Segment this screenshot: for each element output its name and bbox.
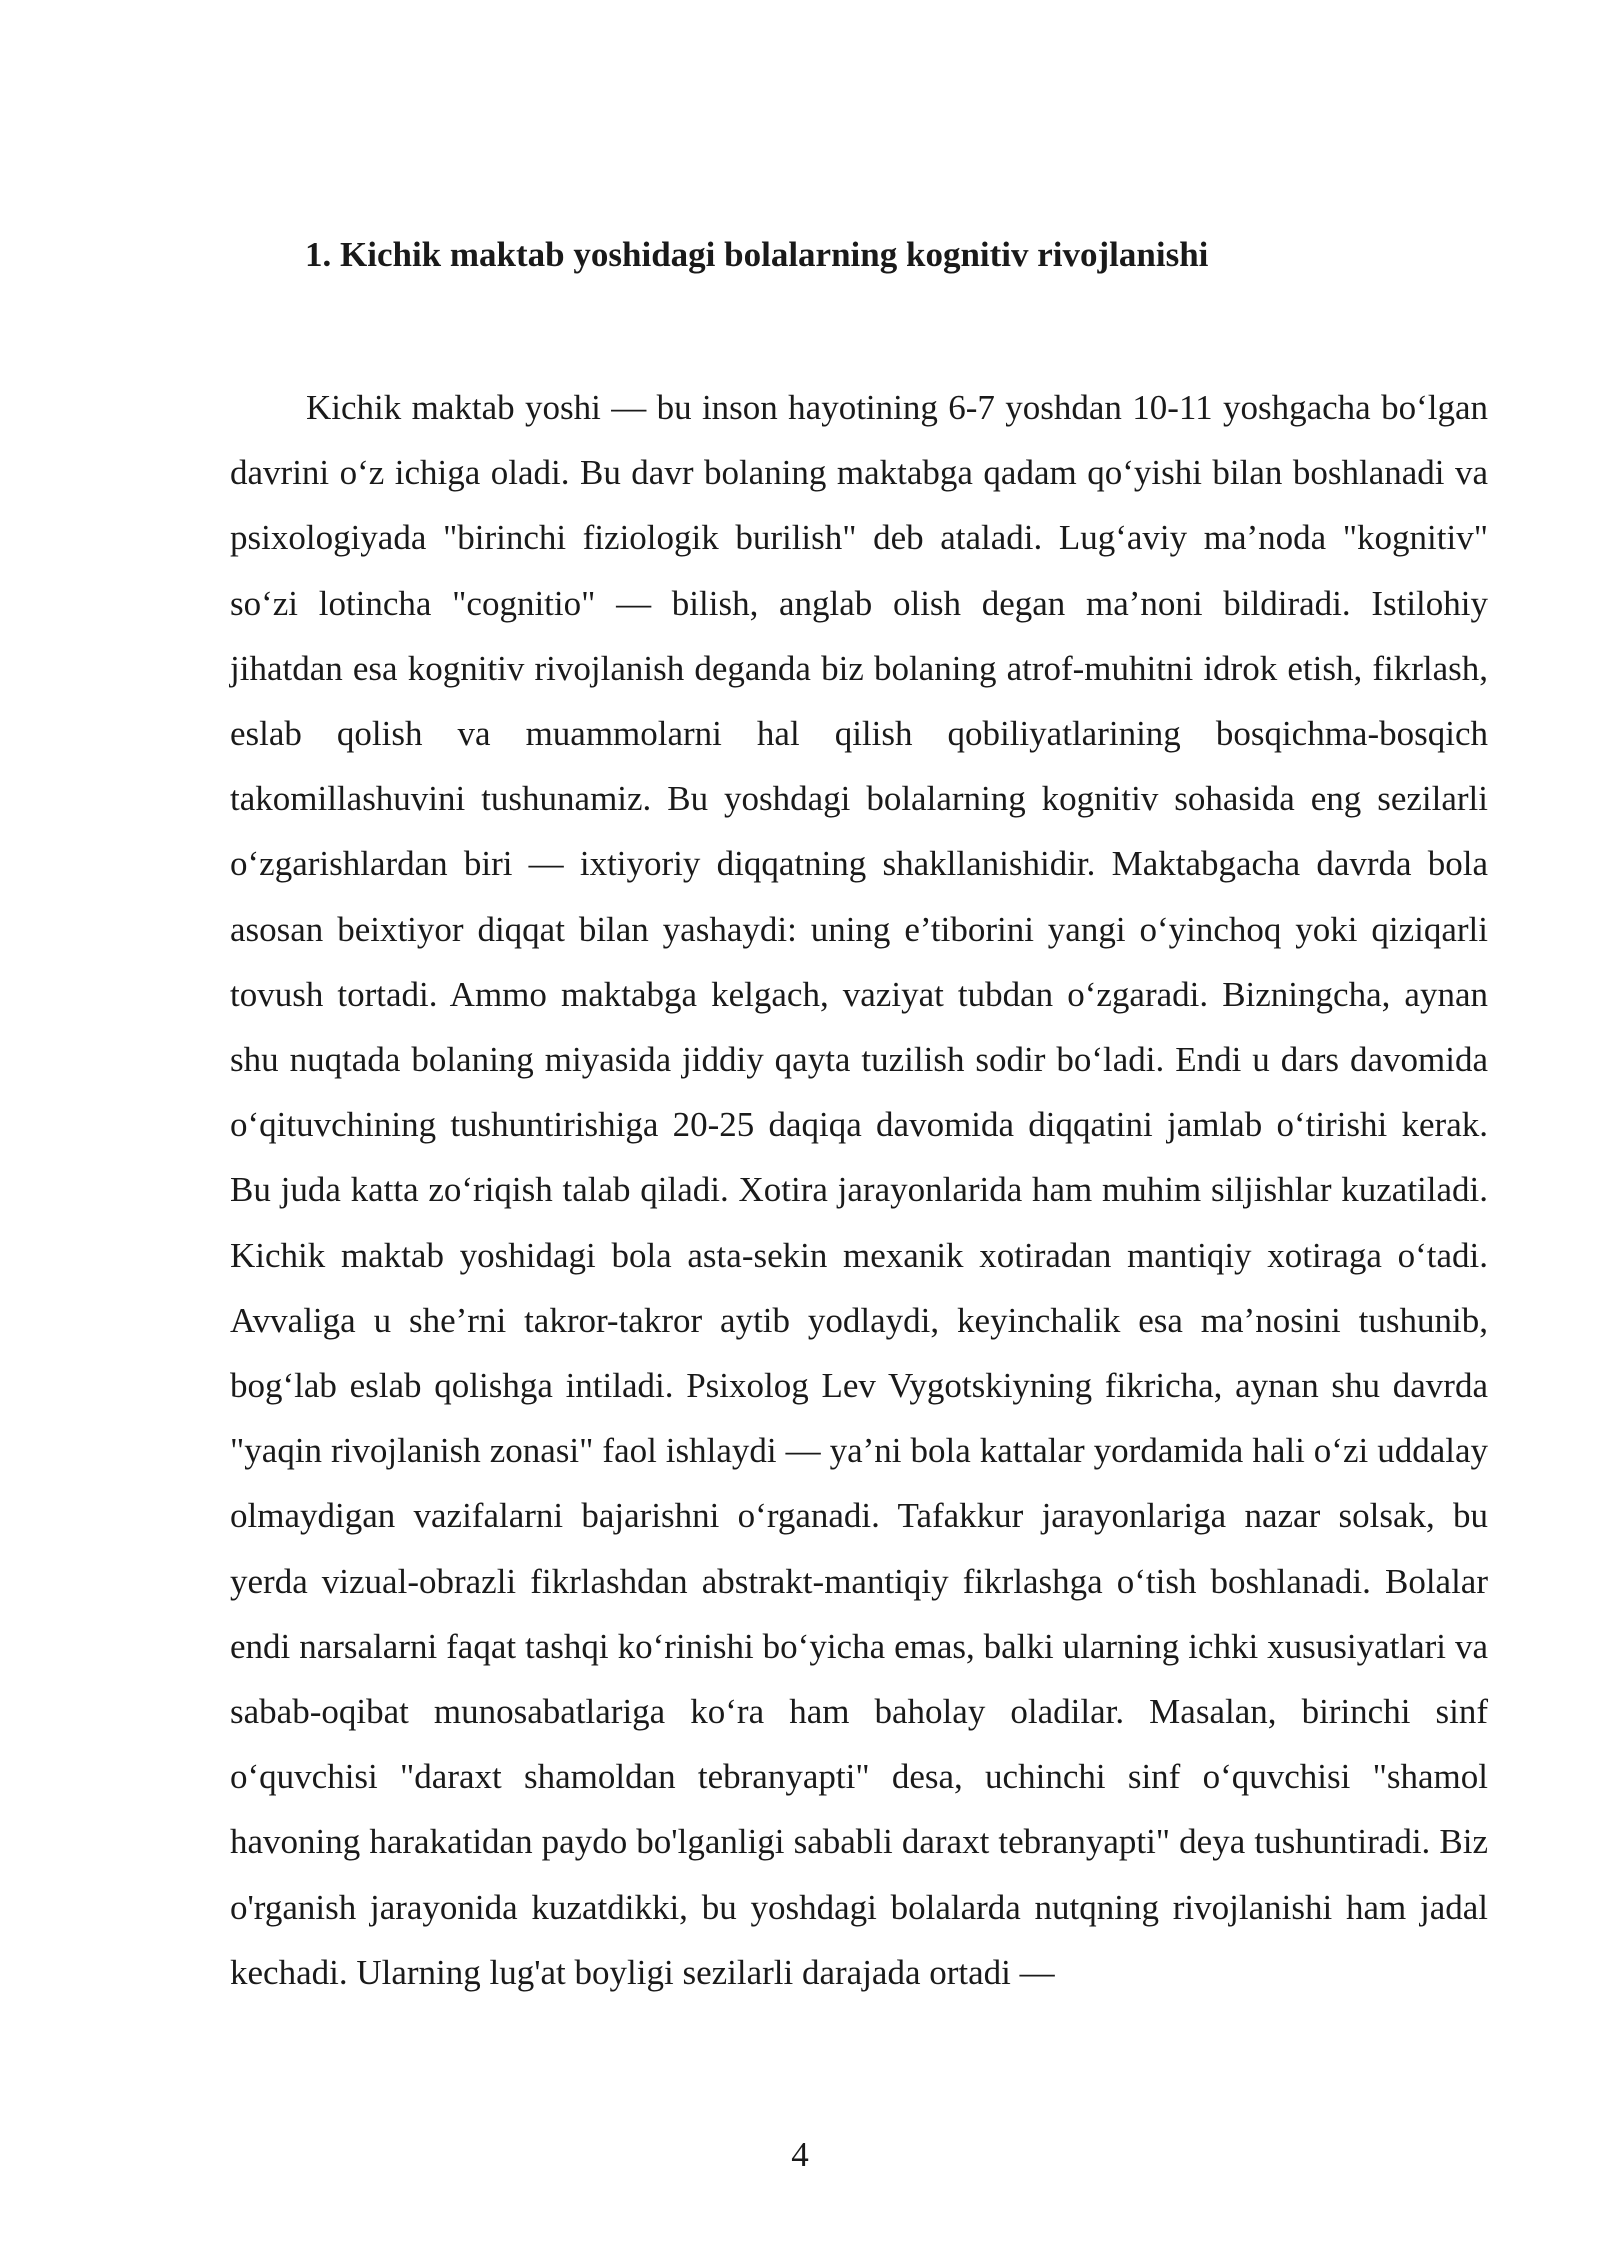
page-number: 4: [791, 2135, 809, 2174]
body-paragraph: Kichik maktab yoshi — bu inson hayotining 6-7 yoshdan 10-11 yoshgacha bo‘lgan davrini o‘z ichiga oladi. Bu davr bolaning maktabga qadam qo‘yishi bilan boshlanadi va psixologiyada "birinchi fiziologik burilish" deb ataladi. Lug‘aviy ma’noda "kognitiv" so‘zi lotincha "cognitio" — bilish, anglab olish degan ma’noni bildiradi. Istilohiy jihatdan esa kognitiv rivojlanish deganda biz bolaning atrof-muhitni idrok etish, fikrlash, eslab qolish va muammolarni hal qilish qobiliyatlarining bosqichma-bosqich takomillashuvini tushunamiz. Bu yoshdagi bolalarning kognitiv sohasida eng sezilarli o‘zgarishlardan biri — ixtiyoriy diqqatning shakllanishidir. Maktabgacha davrda bola asosan beixtiyor diqqat bilan yashaydi: uning e’tiborini yangi o‘yinchoq yoki qiziqarli tovush tortadi. Ammo maktabga kelgach, vaziyat tubdan o‘zgaradi. Bizningcha, aynan shu nuqtada bolaning miyasida jiddiy qayta tuzilish sodir bo‘ladi. Endi u dars davomida o‘qituvchining tushuntirishiga 20-25 daqiqa davomida diqqatini jamlab o‘tirishi kerak. Bu juda katta zo‘riqish talab qiladi. Xotira jarayonlarida ham muhim siljishlar kuzatiladi. Kichik maktab yoshidagi bola asta-sekin mexanik xotiradan mantiqiy xotiraga o‘tadi. Avvaliga u she’rni takror-takror aytib yodlaydi, keyinchalik esa ma’nosini tushunib, bog‘lab eslab qolishga intiladi. Psixolog Lev Vygotskiyning fikricha, aynan shu davrda "yaqin rivojlanish zonasi" faol ishlaydi — ya’ni bola kattalar yordamida hali o‘zi uddalay olmaydigan vazifalarni bajarishni o‘rganadi. Tafakkur jarayonlariga nazar solsak, bu yerda vizual-obrazli fikrlashdan abstrakt-mantiqiy fikrlashga o‘tish boshlanadi. Bolalar endi narsalarni faqat tashqi ko‘rinishi bo‘yicha emas, balki ularning ichki xususiyatlari va sabab-oqibat munosabatlariga ko‘ra ham baholay oladilar. Masalan, birinchi sinf o‘quvchisi "daraxt shamoldan tebranyapti" desa, uchinchi sinf o‘quvchisi "shamol havoning harakatidan paydo bo'lganligi sababli daraxt tebranyapti" deya tushuntiradi. Biz o'rganish jarayonida kuzatdikki, bu yoshdagi bolalarda nutqning rivojlanishi ham jadal kechadi. Ularning lug'at boyligi sezilarli darajada ortadi —: [230, 388, 1488, 1992]
section-heading: 1. Kichik maktab yoshidagi bolalarning kognitiv rivojlanishi: [305, 235, 1209, 274]
